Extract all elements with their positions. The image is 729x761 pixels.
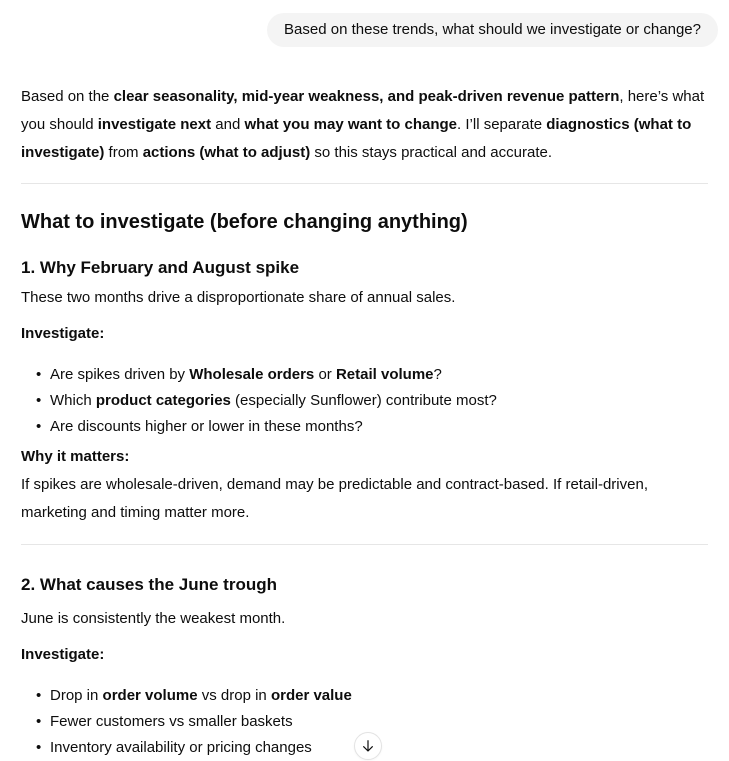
subsection-1-heading: 1. Why February and August spike: [21, 258, 300, 277]
user-message-text: Based on these trends, what should we investigate or change?: [284, 21, 701, 38]
arrow-down-icon: [360, 738, 376, 754]
section-heading: What to investigate (before changing anything): [21, 211, 468, 233]
list-item: • Drop in order volume vs drop in order value: [21, 683, 708, 709]
section-divider-2: [21, 544, 708, 545]
list-item: • Fewer customers vs smaller baskets: [21, 709, 708, 735]
investigate-label-2: Investigate:: [21, 646, 105, 663]
subsection-2-paragraph: June is consistently the weakest month.: [21, 610, 286, 627]
chat-column: [0, 13, 729, 761]
why-it-matters-text: If spikes are wholesale-driven, demand may be predictable and contract-based. If retail-driven, marketing and timing matter more.: [21, 476, 648, 521]
section-divider-1: [21, 183, 708, 184]
intro-paragraph: Based on the clear seasonality, mid-year weakness, and peak-driven revenue pattern, here’s what you should investigate next and what you may want to change. I’ll separate diagnostics (what to investigate) from actions (what to adjust) so this stays practical and accurate.: [21, 88, 705, 161]
why-it-matters-label: Why it matters:: [21, 448, 130, 465]
subsection-2-heading: 2. What causes the June trough: [21, 575, 277, 594]
list-item: • Which product categories (especially Sunflower) contribute most?: [21, 388, 708, 414]
list-item: • Inventory availability or pricing changes: [21, 735, 708, 761]
user-message-row: [21, 13, 718, 47]
scroll-to-bottom-button[interactable]: [354, 732, 382, 760]
list-item: • Are spikes driven by Wholesale orders or Retail volume?: [21, 362, 708, 388]
investigate-label-1: Investigate:: [21, 325, 105, 342]
subsection-1-paragraph: These two months drive a disproportionate share of annual sales.: [21, 289, 456, 306]
assistant-message: [21, 83, 708, 761]
user-message-bubble: [267, 13, 718, 47]
list-item: • Are discounts higher or lower in these months?: [21, 414, 708, 440]
bullet-list-1: [21, 362, 708, 440]
chat-page: [0, 13, 729, 761]
